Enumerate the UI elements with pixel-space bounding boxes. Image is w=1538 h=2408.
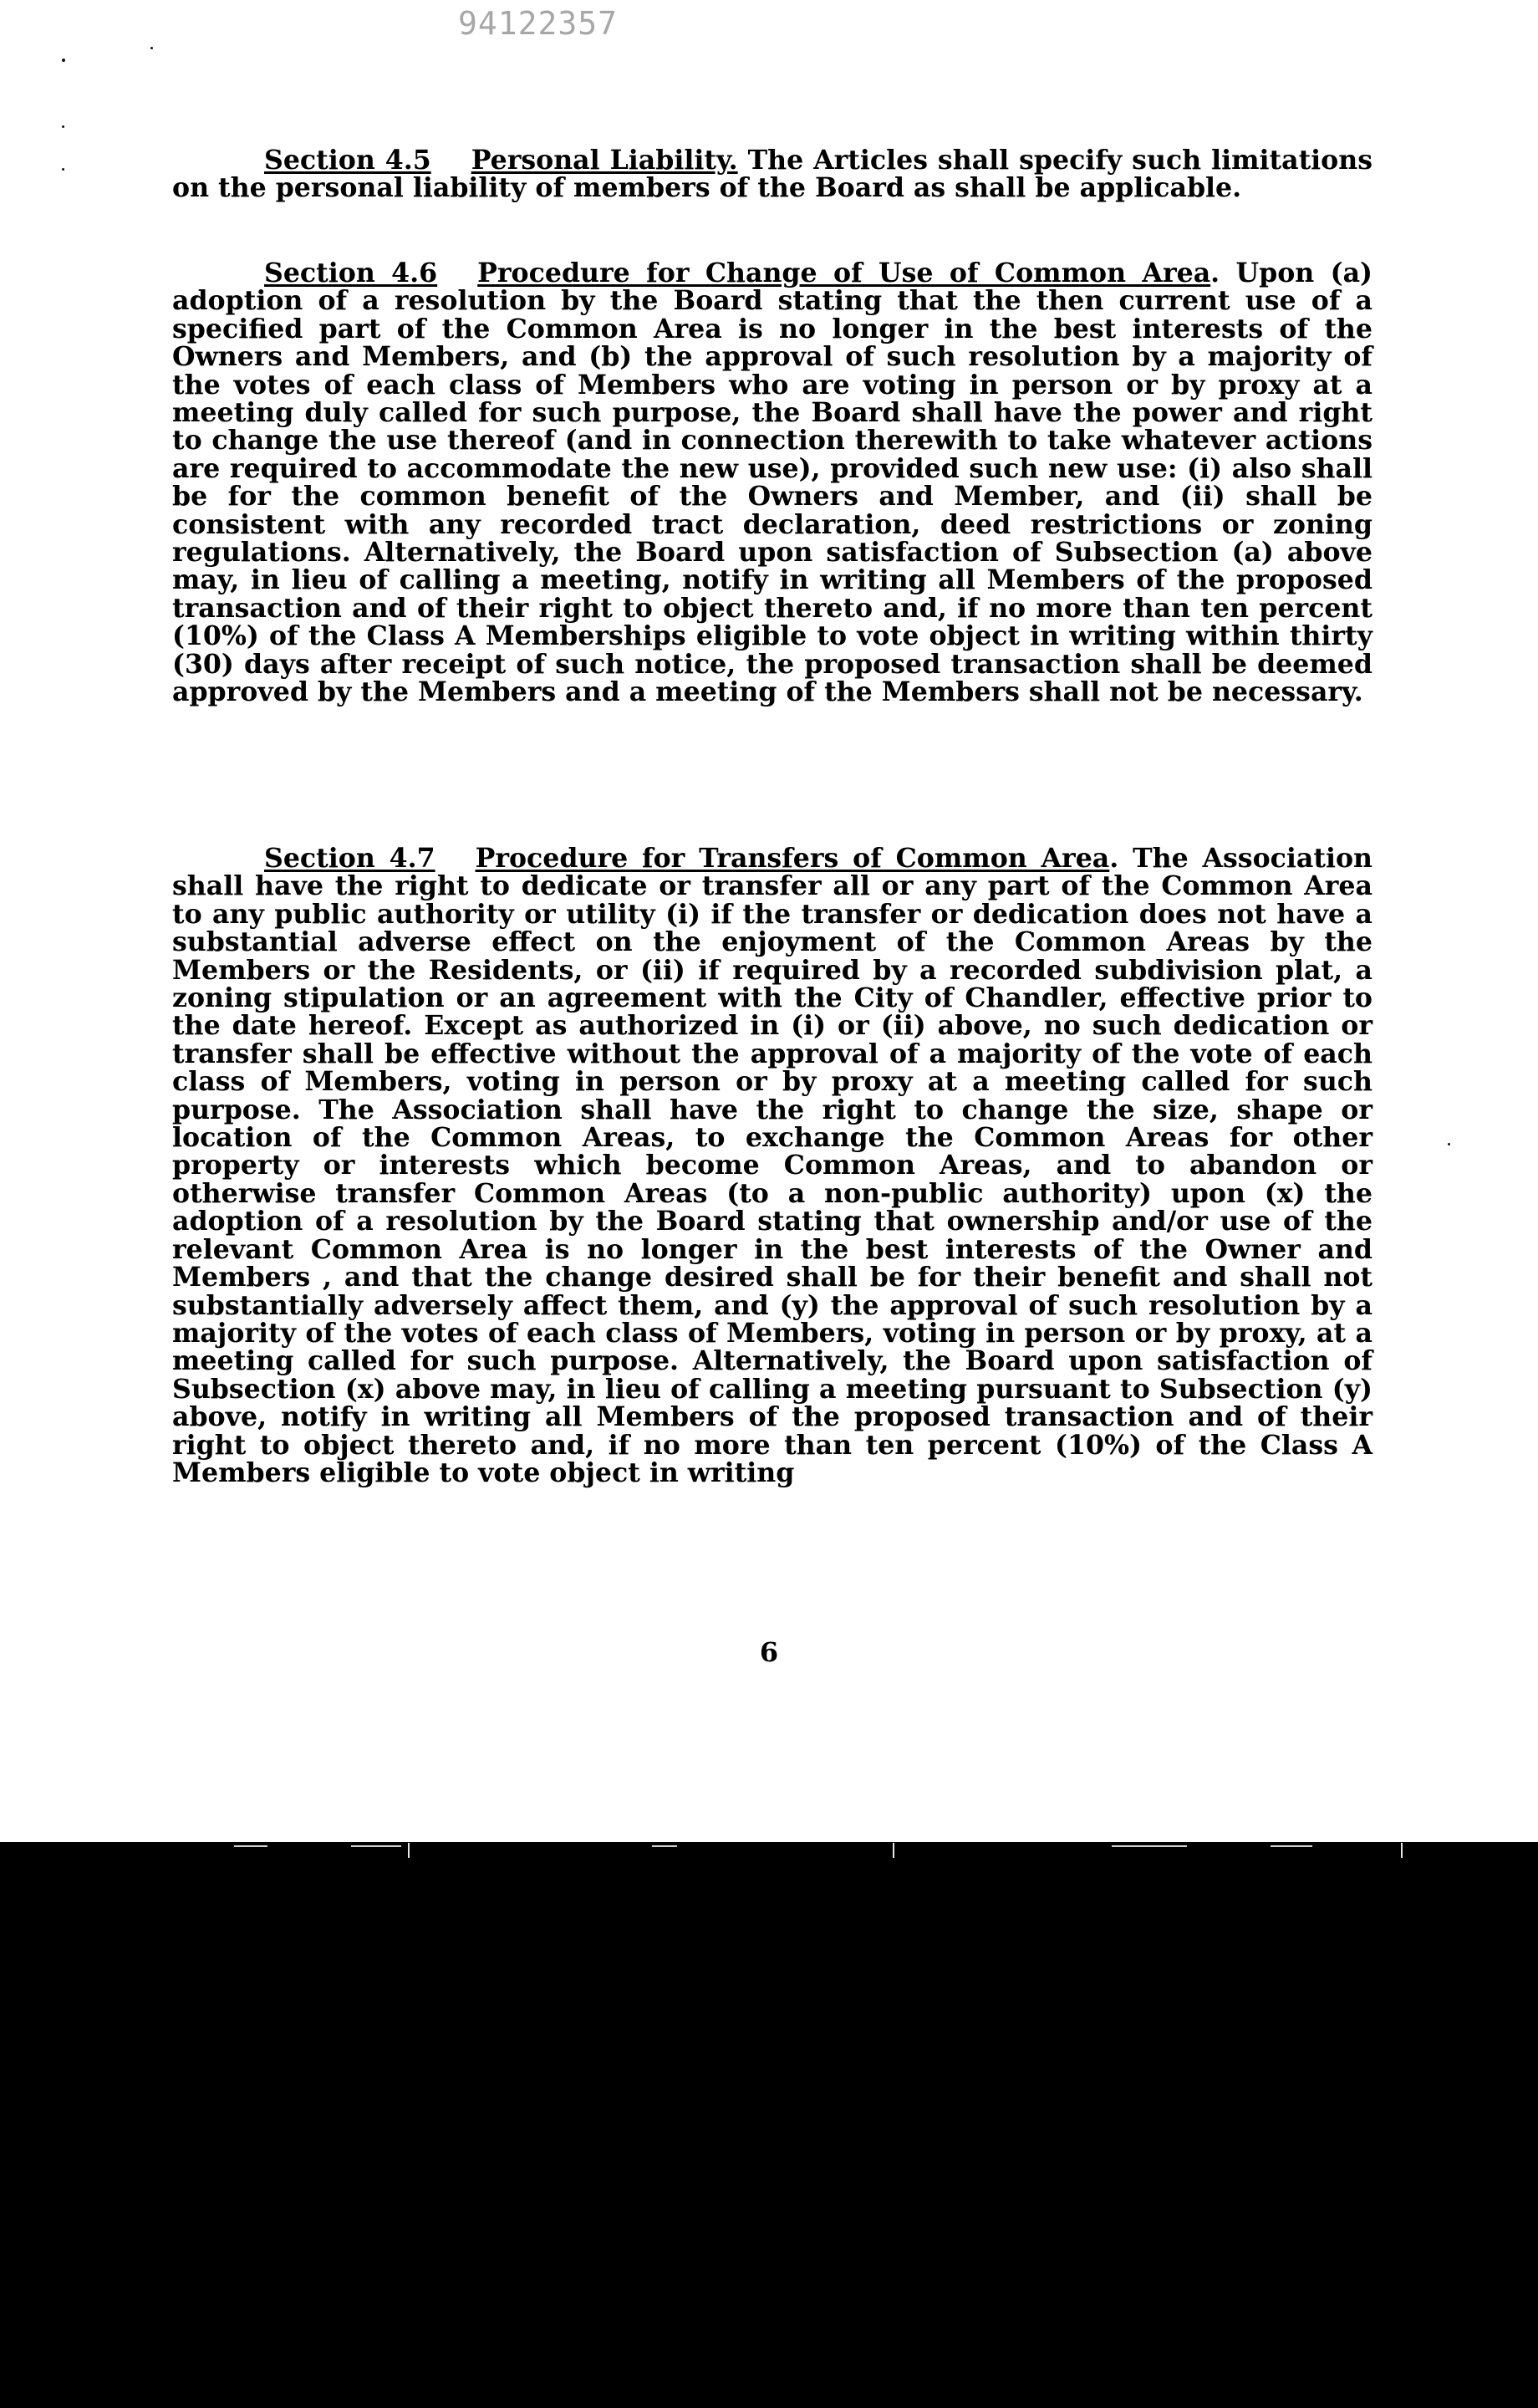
scan-edge-tick <box>1401 1843 1403 1858</box>
section-number: Section 4.7 <box>264 843 435 874</box>
scan-edge-tick <box>893 1843 894 1858</box>
document-number-stamp: 94122357 <box>458 5 619 42</box>
section-title: Procedure for Change of Use of Common Area <box>477 258 1211 288</box>
section-4-6 <box>172 259 1372 707</box>
section-4-7 <box>172 844 1372 1487</box>
scan-speck <box>62 168 64 171</box>
section-4-5 <box>172 146 1372 202</box>
scan-edge-tick <box>408 1843 410 1858</box>
scan-speck <box>150 47 153 49</box>
section-paragraph <box>172 844 1372 1487</box>
scan-speck <box>62 125 64 128</box>
section-body: The Articles shall specify such limitations on the personal liability of members of the Board as shall be applicable. <box>172 145 1373 204</box>
section-number: Section 4.6 <box>264 258 438 288</box>
scan-black-border <box>0 1842 1538 2408</box>
section-title: Personal Liability. <box>471 145 738 176</box>
scan-speck <box>1448 1143 1450 1145</box>
scan-edge-noise <box>0 1842 1538 1859</box>
section-number: Section 4.5 <box>264 145 431 176</box>
page-number: 6 <box>759 1636 779 1668</box>
section-body: . The Association shall have the right to dedicate or transfer all or any part of the Common Area to any public authority or utility (i) if the transfer or dedication does not have a substantial adverse effect on the enjoyment of the Common Areas by the Members or the Residents, or (ii) if required by a recorded subdivision plat, a zoning stipulation or an agreement with the City of Chandler, effective prior to the date hereof. Except as authorized in (i) or (ii) above, no such dedication or transfer shall be effective without the approval of a majority of the vote of each class of Members, voting in person or by proxy at a meeting called for such purpose. The Association shall have the right to change the size, shape or location of the Common Areas, to exchange the Common Areas for other property or interests which become Common Areas, and to abandon or otherwise transfer Common Areas (to a non-public authority) upon (x) the adoption of a resolution by the Board stating that ownership and/or use of the relevant Common Area is no longer in the best interests of the Owner and Members , and that the change desired shall be for their benefit and shall not substantially adversely affect them, and (y) the approval of such resolution by a majority of the votes of each class of Members, voting in person or by proxy, at a meeting called for such purpose. Alternatively, the Board upon satisfaction of Subsection (x) above may, in lieu of calling a meeting pursuant to Subsection (y) above, notify in writing all Members of the proposed transaction and of their right to object thereto and, if no more than ten percent (10%) of the Class A Members eligible to vote object in writing <box>172 843 1372 1488</box>
scan-speck <box>62 59 65 62</box>
section-paragraph <box>172 259 1372 707</box>
section-title: Procedure for Transfers of Common Area <box>475 843 1110 874</box>
section-body: . Upon (a) adoption of a resolution by the Board stating that the then current use of a specified part of the Common Area is no longer in the best interests of the Owners and Members, and (b) the approval of such resolution by a majority of the votes of each class of Members who are voting in person or by proxy at a meeting duly called for such purpose, the Board shall have the power and right to change the use thereof (and in connection therewith to take whatever actions are required to accommodate the new use), provided such new use: (i) also shall be for the common benefit of the Owners and Member, and (ii) shall be consistent with any recorded tract declaration, deed restrictions or zoning regulations. Alternatively, the Board upon satisfaction of Subsection (a) above may, in lieu of calling a meeting, notify in writing all Members of the proposed transaction and of their right to object thereto and, if no more than ten percent (10%) of the Class A Memberships eligible to vote object in writing within thirty (30) days after receipt of such notice, the proposed transaction shall be deemed approved by the Members and a meeting of the Members shall not be necessary. <box>172 258 1372 708</box>
section-paragraph <box>172 146 1372 202</box>
